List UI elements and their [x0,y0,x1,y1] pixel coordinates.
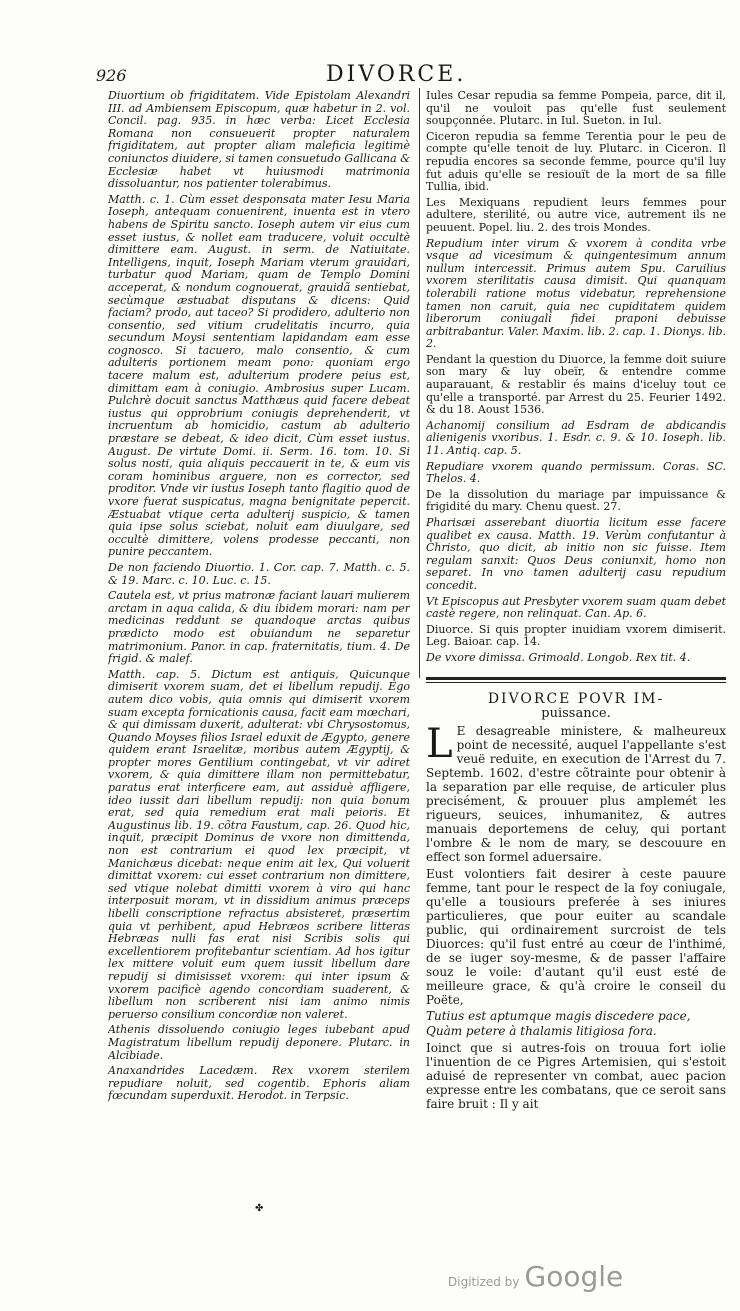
section-paragraph: Ioinct que si autres-fois on trouua fort iolie l'inuention de ce Pigres Artemisien, qui s'estoit aduisé de representer vn combat, auec pacion expresse entre les combatans, que ce seroit sans faire bruit : Il y ait [426,1040,726,1111]
google-logo: Google [524,1260,624,1293]
right-paragraph: Repudiare vxorem quando permissum. Coras. SC. Thelos. 4. [426,459,726,486]
left-paragraph: Matth. c. 1. Cùm esset desponsata mater Iesu Maria Ioseph, antequam conuenirent, inuenta est in vtero habens de Spiritu sancto. Ioseph autem vir eius cum esset iustus, & nollet eam traducere, voluit occultè dimittere eam. August. in serm. de Natiuitate. Intelligens, inquit, Ioseph Mariam vterum grauidari, turbatur quod Mariam, quam de Templo Domini acceperat, & nondum cognouerat, grauidã sentiebat, secùmque æstuabat disputans & dicens: Quid faciam? prodo, aut taceo? Si prodidero, adulterio non consentio, sed vitium crudelitatis incurro, quia secundum Moysi sententiam lapidandam eam esse cognosco. Si tacuero, malo consentio, & cum adulteris portionem meam pono: quoniam ergo tacere malum est, adulterium prodere peius est, dimittam eam à coniugio. Ambrosius super Lucam. Pulchrè docuit sanctus Matthæus quid facere debeat iustus qui opprobrium coniugis deprehenderit, vt incruentum ab homicidio, castum ab adulterio præstare se debeat, & ideo dicit, Cùm esset iustus. August. De virtute Domi. ii. Serm. 16. tom. 10. Si solus nosti, quia aliquis peccauerit in te, & eum vis coram hominibus arguere, non es corrector, sed proditor. Vnde vir iustus Ioseph tanto flagitio quod de vxore fuerat suspicatus, magna benignitate pepercit. Æstuabat vtique certa adulterij suspicio, & tamen quia ipse solus sciebat, noluit eam diuulgare, sed occultè dimittere, volens prodesse peccanti, non punire peccantem. [108,192,410,559]
right-paragraph: Pharisæi asserebant diuortia licitum esse facere qualibet ex causa. Matth. 19. Verùm confutantur à Christo, quo dicit, ab initio non sic fuisse. Item regulam sanxit: Quos Deus coniunxit, homo non separet. In vno tamen adulterij casu repudium concedit. [426,516,726,592]
section-subtitle: puissance. [541,706,611,722]
left-paragraph: Anaxandrides Lacedæm. Rex vxorem sterilem repudiare noluit, sed cogentib. Ephoris aliam fœcundam superduxit. Herodot. in Terpsic. [108,1064,410,1103]
running-title: DIVORCE. [326,62,467,87]
right-paragraph: Ciceron repudia sa femme Terentia pour le peu de compte qu'elle tenoit de luy. Plutarc. in Ciceron. Il repudia encores sa seconde femme, pource qu'il luy fut aduis qu'elle se resiouït de la mort de sa fille Tullia, ibid. [426,129,726,194]
section-title: DIVORCE POVR IM- [487,690,665,707]
column-divider [419,88,420,678]
digitized-by-google-watermark [448,1260,623,1293]
right-paragraph: Achanomij consilium ad Esdram de abdicandis alienigenis vxoribus. 1. Esdr. c. 9. & 10. Ioseph. lib. 11. Antiq. cap. 5. [426,418,726,458]
right-paragraph: De la dissolution du mariage par impuissance & frigidité du mary. Chenu quest. 27. [426,487,726,514]
verse-line: Tutius est aptumque magis discedere pace, [426,1008,691,1023]
left-paragraph: Athenis dissoluendo coniugio leges iubebant apud Magistratum libellum repudij deponere. Plutarc. in Alcibiade. [108,1023,410,1062]
section-rule-thin [426,682,726,683]
left-paragraph: Diuortium ob frigiditatem. Vide Epistolam Alexandri III. ad Ambiensem Episcopum, quæ habetur in 2. vol. Concil. pag. 935. in hæc verba: Licet Ecclesia Romana non consueuerit propter naturalem frigiditatem, aut propter aliam maleficia legitimè coniunctos diuidere, si tamen consuetudo Gallicana & Ecclesiæ habet vt huiusmodi matrimonia dissoluantur, nos patienter tolerabimus. [108,90,410,191]
drop-cap: L [426,720,453,767]
right-paragraph: Pendant la question du Diuorce, la femme doit suiure son mary & luy obeïr, & entendre comme auparauant, & restablir és mains d'iceluy tout ce qu'elle a transporté. par Arrest du 25. Feurier 1492. & du 18. Aoust 1536. [426,352,726,417]
section-paragraph-text: E desagreable ministere, & malheureux point de necessité, auquel l'appellante s'est veuë reduite, en execution de l'Arrest du 7. Septemb. 1602. d'estre cõtrainte pour obtenir à la separation par elle requise, de articuler plus precisément, & prouuer plus amplemét les rigueurs, seuices, inhumanitez, & autres manuais deportemens de celuy, qui portant l'ombre & le nom de mary, se descouure en effect son formel aduersaire. [426,723,726,864]
right-paragraph: De vxore dimissa. Grimoald. Longob. Rex tit. 4. [426,650,691,664]
digitized-by-label: Digitized by [448,1275,520,1289]
left-column [108,90,410,1260]
verse-line: Quàm petere à thalamis litigiosa fora. [426,1024,657,1039]
left-paragraph: De non faciendo Diuortio. 1. Cor. cap. 7. Matth. c. 5. & 19. Marc. c. 10. Luc. c. 15. [108,560,410,587]
right-paragraph: Les Mexiquans repudient leurs femmes pour adultere, sterilité, ou autre vice, autrement ils ne peuuent. Popel. liu. 2. des trois Mondes. [426,195,726,234]
right-paragraph: Diuorce. Si quis propter inuidiam vxorem dimiserit. Leg. Baioar. cap. 14. [426,622,726,649]
section-rule-thick [426,677,726,680]
right-paragraph: Vt Episcopus aut Presbyter vxorem suam quam debet castè regere, non relinquat. Can. Ap. 6. [426,594,726,621]
section-paragraph [426,720,726,864]
right-paragraph: Repudium inter virum & vxorem à condita vrbe vsque ad vicesimum & quingentesimum annum nullum intercessit. Primus autem Spu. Caruilius vxorem sterilitatis causa dimisit. Qui quanquam tolerabili ratione motus videbatur, reprehensione tamen non caruit, quia nec cupiditatem quidem liberorum coniugali fidei praponi debuisse arbitrabantur. Valer. Maxim. lib. 2. cap. 1. Dionys. lib. 2. [426,236,726,351]
fleuron-ornament: ✤ [255,1203,264,1214]
left-paragraph: Matth. cap. 5. Dictum est antiquis, Quicunque dimiserit vxorem suam, det ei libellum repudij. Ego autem dico vobis, quia omnis qui dimiserit vxorem suam excepta fornicationis causa, facit eam mœchari, & qui dimissam duxerit, adulterat: vbi Chrysostomus, Quando Moyses filios Israel eduxit de Ægypto, genere quidem erant Israelitæ, moribus autem Ægyptij, & propter mores Gentilium contingebat, vt vir adiret vxorem, & quia dimittere illam non permittebatur, paratus erat interficere eam, aut assiduè affligere, ideo iussit dari libellum repudij: non quia bonum erat, sed quia remedium erat mali peioris. Et Augustinus lib. 19. cõtra Faustum, cap. 26. Quod hic, inquit, præcipit Dominus de vxore non dimittenda, non est contrarium ei quod lex præcipit, vt Manichæus dicebat: neque enim ait lex, Qui voluerit dimittat vxorem: cui esset contrarium non dimittere, sed vtique nolebat dimitti vxorem à viro qui hanc interposuit moram, vt in dissidium animus præceps libelli conscriptione refractus absisteret, præsertim quia vt perhibent, apud Hebræos scribere litteras Hebræas nulli fas erat nisi Scribis solis qui excellentiorem profitebantur scientiam. Ad hos igitur lex mittere voluit eum quem iussit libellum dare repudij si dimisisset vxorem: qui inter ipsum & vxorem pacificè agendo concordiam suaderent, & libellum non scriberent nisi iam animo nimis peruerso consilium concordiæ non valeret. [108,667,410,1021]
left-paragraph: Cautela est, vt prius matronæ faciant lauari mulierem arctam in aqua calida, & diu ibidem morari: nam per medicinas reddunt se quandoque arctas quibus prædicto modo est obuiandum ne separetur matrimonium. Panor. in cap. fraternitatis, tium. 4. De frigid. & malef. [108,589,410,666]
section-paragraph: Eust volontiers fait desirer à ceste pauure femme, tant pour le respect de la foy coniugale, qu'elle a tousiours preferée à ses iniures particulieres, que pour euiter au scandale public, qui ordinairement surcroist de tels Diuorces: qu'il fust entré au cœur de l'inthimé, de se iuger soy-mesme, & de passer l'affaire souz le voile: d'autant qu'il eust esté de meilleure grace, & qu'à croire le conseil du Poëte, [426,866,726,1007]
right-column [426,90,726,1260]
page-header [96,62,686,92]
page-number: 926 [96,66,127,85]
right-paragraph: Iules Cesar repudia sa femme Pompeia, parce, dit il, qu'il ne vouloit pas qu'elle fust seulement soupçonnée. Plutarc. in Iul. Sueton. in Iul. [426,90,726,128]
